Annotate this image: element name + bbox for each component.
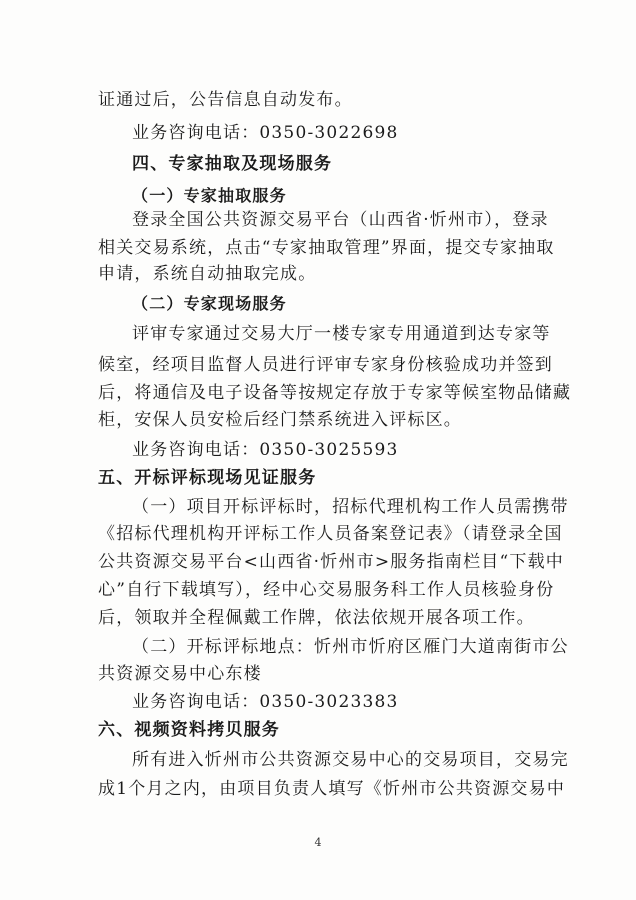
text-line: 后，将通信及电子设备等按规定存放于专家等候室物品储藏 xyxy=(98,383,572,403)
contact-line: 业务咨询电话：0350-3023383 xyxy=(132,692,399,712)
text-line: 所有进入忻州市公共资源交易中心的交易项目，交易完 xyxy=(132,750,569,770)
text-line: 《招标代理机构开评标工作人员备案登记表》（请登录全国 xyxy=(98,524,563,544)
text-line: 评审专家通过交易大厅一楼专家专用通道到达专家等 xyxy=(132,324,551,344)
subsection-heading: （二）专家现场服务 xyxy=(132,294,287,313)
subsection-heading: （一）专家抽取服务 xyxy=(132,186,287,205)
contact-line: 业务咨询电话：0350-3025593 xyxy=(132,440,399,460)
text-line: 共资源交易中心东楼 xyxy=(98,664,262,684)
text-line: 柜，安保人员安检后经门禁系统进入评标区。 xyxy=(98,410,462,430)
section-heading: 四、专家抽取及现场服务 xyxy=(132,154,333,174)
text-line: （一）项目开标评标时，招标代理机构工作人员需携带 xyxy=(132,497,569,517)
text-line: 公共资源交易平台<山西省·忻州市>服务指南栏目“下载中 xyxy=(98,552,564,572)
text-line: （二）开标评标地点：忻州市忻府区雁门大道南街市公 xyxy=(132,637,569,657)
text-line: 心”自行下载填写），经中心交易服务科工作人员核验身份 xyxy=(98,580,555,600)
contact-line: 业务咨询电话：0350-3022698 xyxy=(132,123,399,143)
text-line: 相关交易系统，点击“专家抽取管理”界面，提交专家抽取 xyxy=(98,238,555,258)
text-line: 候室，经项目监督人员进行评审专家身份核验成功并签到 xyxy=(98,355,553,375)
text-line: 证通过后，公告信息自动发布。 xyxy=(98,90,353,110)
section-heading: 五、开标评标现场见证服务 xyxy=(98,468,317,488)
section-heading: 六、视频资料拷贝服务 xyxy=(98,720,280,740)
text-line: 后，领取并全程佩戴工作牌，依法依规开展各项工作。 xyxy=(98,608,535,628)
text-line: 成1个月之内，由项目负责人填写《忻州市公共资源交易中 xyxy=(98,779,566,799)
text-line: 登录全国公共资源交易平台（山西省·忻州市），登录 xyxy=(132,210,549,230)
page-number: 4 xyxy=(314,836,322,849)
text-line: 申请，系统自动抽取完成。 xyxy=(98,264,317,284)
